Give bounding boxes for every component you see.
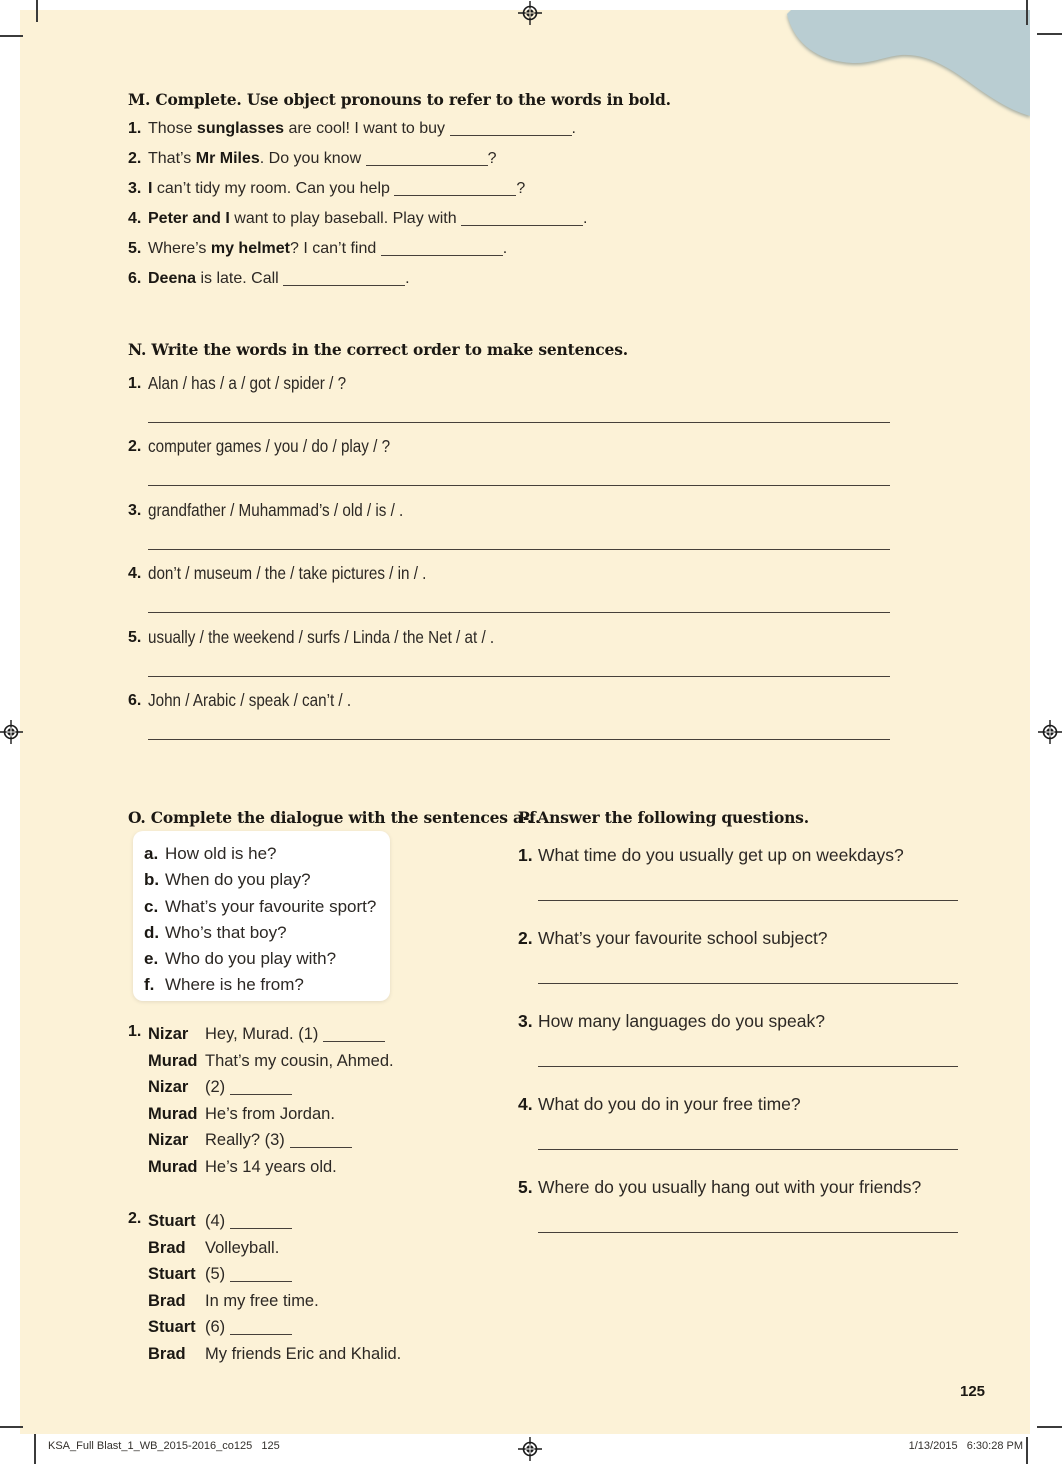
blank-line	[323, 1027, 385, 1042]
exercise-n-section	[128, 340, 892, 760]
registration-mark-icon	[517, 0, 543, 26]
item-text: are cool! I want to buy	[284, 120, 450, 137]
exercise-m-section	[128, 90, 748, 310]
dialogue-row	[148, 1208, 401, 1235]
blank-line	[366, 151, 488, 166]
exercise-p-item	[518, 928, 828, 949]
option-letter: b.	[144, 870, 160, 890]
item-text: . Do you know	[259, 150, 366, 167]
question-text: What do you do in your free time?	[538, 1094, 801, 1114]
answer-line	[148, 676, 890, 677]
exercise-m-item	[128, 180, 525, 198]
crop-mark	[1026, 0, 1028, 25]
speaker-name: Nizar	[148, 1131, 189, 1150]
item-number: 5.	[128, 628, 142, 646]
scrambled-sentence: Alan / has / a / got / spider / ?	[148, 373, 347, 393]
dialogue-text: (5)	[205, 1265, 226, 1284]
dialogue-row	[148, 1235, 401, 1262]
option-item	[144, 946, 390, 972]
question-text: Where do you usually hang out with your friends?	[538, 1177, 922, 1197]
registration-mark-icon	[517, 1436, 543, 1462]
scrambled-sentence: computer games / you / do / play / ?	[148, 436, 391, 457]
item-text: can’t tidy my room. Can you help	[152, 180, 395, 197]
item-text: ?	[516, 180, 526, 197]
exercise-p-item	[518, 1177, 921, 1198]
dialogue-text: That’s my cousin, Ahmed.	[205, 1051, 394, 1070]
question-text: How many languages do you speak?	[538, 1011, 825, 1031]
dialogue-text: Volleyball.	[205, 1238, 280, 1257]
option-text: What’s your favourite sport?	[165, 896, 377, 916]
crop-mark	[1026, 1437, 1028, 1464]
item-text: Peter and I	[148, 210, 230, 227]
scrambled-sentence: usually / the weekend / surfs / Linda / the Net / at / .	[148, 626, 495, 647]
option-item	[144, 867, 390, 893]
answer-line	[148, 612, 890, 613]
exercise-m-item	[128, 270, 410, 288]
answer-line	[538, 1232, 958, 1233]
dialogue-rows	[148, 1021, 394, 1181]
item-text: That’s	[148, 150, 196, 167]
dialogue-text: He’s from Jordan.	[205, 1104, 335, 1123]
item-text: Those	[148, 120, 197, 137]
exercise-m-title: M. Complete. Use object pronouns to refer to the words in bold.	[128, 90, 671, 109]
dialogue-row	[148, 1048, 394, 1075]
crop-mark	[34, 1434, 36, 1464]
dialogue-text: (2)	[205, 1078, 226, 1097]
option-text: When do you play?	[165, 870, 311, 890]
speaker-name: Nizar	[148, 1078, 189, 1097]
blank-line	[461, 211, 583, 226]
question-text: What’s your favourite school subject?	[538, 928, 828, 948]
item-number: 2.	[128, 150, 142, 167]
speaker-name: Brad	[148, 1238, 186, 1257]
dialogue-row	[148, 1314, 401, 1341]
dialogue-row	[148, 1127, 394, 1154]
blank-line	[230, 1320, 292, 1335]
blank-line	[450, 121, 572, 136]
sentence-options-box	[133, 831, 390, 1001]
crop-mark	[1037, 33, 1062, 35]
item-text: .	[583, 210, 588, 227]
dialogue-text: My friends Eric and Khalid.	[205, 1344, 402, 1363]
exercise-o-section	[128, 808, 541, 1388]
item-number: 5.	[128, 240, 142, 257]
answer-line	[538, 1149, 958, 1150]
dialogue	[128, 1021, 394, 1181]
crop-mark	[36, 0, 38, 22]
speaker-name: Stuart	[148, 1265, 196, 1284]
blank-line	[283, 271, 405, 286]
item-text: .	[405, 270, 410, 287]
option-item	[144, 972, 390, 998]
item-number: 1.	[128, 375, 142, 392]
dialogue-text: Really? (3)	[205, 1131, 285, 1150]
item-number: 4.	[128, 210, 142, 227]
item-number: 4.	[128, 565, 142, 583]
item-text: want to play baseball. Play with	[229, 210, 462, 227]
option-letter: d.	[144, 922, 160, 942]
exercise-p-item	[518, 1011, 825, 1032]
exercise-p-item	[518, 845, 904, 866]
item-text: sunglasses	[196, 120, 285, 137]
item-number: 1.	[518, 845, 533, 865]
dialogue-row	[148, 1341, 401, 1368]
option-letter: f.	[144, 975, 155, 995]
exercise-m-item	[128, 210, 588, 228]
item-text: .	[571, 120, 576, 137]
answer-line	[148, 549, 890, 550]
speaker-name: Murad	[148, 1051, 198, 1070]
speaker-name: Brad	[148, 1291, 186, 1310]
item-number: 6.	[128, 692, 142, 709]
blank-line	[230, 1214, 292, 1229]
answer-line	[148, 485, 890, 486]
footer-timestamp: 1/13/2015 6:30:28 PM	[908, 1440, 1023, 1452]
scrambled-sentence: John / Arabic / speak / can’t / .	[148, 690, 352, 710]
option-letter: e.	[144, 949, 159, 969]
speaker-name: Stuart	[148, 1212, 196, 1230]
dialogue-row	[148, 1154, 394, 1181]
exercise-m-item	[128, 150, 496, 168]
speaker-name: Nizar	[148, 1025, 189, 1043]
dialogue-number: 1.	[128, 1023, 142, 1040]
blank-line	[230, 1080, 292, 1095]
dialogue-text: (4)	[205, 1212, 226, 1230]
item-text: Mr Miles	[195, 150, 260, 167]
exercise-o-title: O. Complete the dialogue with the sentences a-f.	[128, 808, 541, 827]
exercise-n-title: N. Write the words in the correct order to make sentences.	[128, 340, 628, 359]
exercise-m-item	[128, 120, 576, 138]
answer-line	[148, 739, 890, 740]
item-text: I	[148, 180, 153, 197]
dialogue-row	[148, 1288, 401, 1315]
dialogue-row	[148, 1101, 394, 1128]
item-number: 3.	[128, 501, 142, 519]
dialogue-row	[148, 1021, 394, 1048]
item-text: Where’s	[148, 240, 211, 257]
item-number: 6.	[128, 270, 142, 287]
page-number: 125	[960, 1383, 986, 1400]
exercise-m-item	[128, 240, 507, 258]
answer-line	[538, 983, 958, 984]
answer-line	[538, 1066, 958, 1067]
dialogue-text: He’s 14 years old.	[205, 1157, 337, 1176]
registration-mark-icon	[1037, 719, 1062, 745]
item-number: 2.	[128, 438, 142, 456]
item-number: 4.	[518, 1094, 533, 1114]
speaker-name: Brad	[148, 1344, 186, 1363]
option-letter: a.	[144, 844, 159, 863]
crop-mark	[1037, 1426, 1062, 1428]
answer-line	[148, 422, 890, 423]
crop-mark	[0, 35, 23, 37]
item-text: Deena	[148, 270, 197, 287]
exercise-p-section	[518, 808, 988, 1258]
dialogue-rows	[148, 1208, 401, 1368]
option-letter: c.	[144, 896, 159, 916]
dialogue-row	[148, 1074, 394, 1101]
blank-line	[394, 181, 516, 196]
item-number: 2.	[518, 928, 533, 948]
speaker-name: Murad	[148, 1157, 198, 1176]
exercise-p-title: P. Answer the following questions.	[518, 808, 809, 827]
item-text: ? I can’t find	[289, 240, 381, 257]
crop-mark	[0, 1426, 23, 1428]
scrambled-sentence: grandfather / Muhammad’s / old / is / .	[148, 499, 404, 520]
option-text: How old is he?	[165, 844, 277, 863]
item-number: 3.	[518, 1011, 533, 1031]
option-text: Who do you play with?	[165, 949, 337, 969]
dialogue	[128, 1208, 401, 1368]
option-text: Where is he from?	[165, 975, 304, 995]
blank-line	[381, 241, 503, 256]
item-number: 5.	[518, 1177, 533, 1197]
speaker-name: Murad	[148, 1104, 198, 1123]
item-text: my helmet	[210, 240, 290, 257]
exercise-p-item	[518, 1094, 801, 1115]
option-text: Who’s that boy?	[165, 922, 287, 942]
scrambled-sentence: don’t / museum / the / take pictures / in / .	[148, 563, 427, 584]
question-text: What time do you usually get up on weekdays?	[538, 845, 904, 865]
item-text: ?	[487, 150, 497, 167]
decorative-corner-shape	[783, 10, 1030, 123]
blank-line	[230, 1267, 292, 1282]
footer-file-name: KSA_Full Blast_1_WB_2015-2016_co125 125	[48, 1440, 280, 1452]
dialogue-number: 2.	[128, 1210, 142, 1227]
option-item	[144, 894, 390, 920]
answer-line	[538, 900, 958, 901]
option-item	[144, 920, 390, 946]
item-text: .	[502, 240, 508, 257]
blank-line	[290, 1133, 352, 1148]
registration-mark-icon	[0, 719, 24, 745]
dialogue-row	[148, 1261, 401, 1288]
item-text: is late. Call	[196, 270, 284, 287]
item-number: 3.	[128, 180, 142, 197]
dialogue-text: In my free time.	[205, 1291, 319, 1310]
speaker-name: Stuart	[148, 1318, 196, 1337]
item-number: 1.	[128, 120, 142, 137]
option-item	[144, 841, 390, 867]
dialogue-text: (6)	[205, 1318, 226, 1337]
dialogue-text: Hey, Murad. (1)	[205, 1025, 319, 1043]
